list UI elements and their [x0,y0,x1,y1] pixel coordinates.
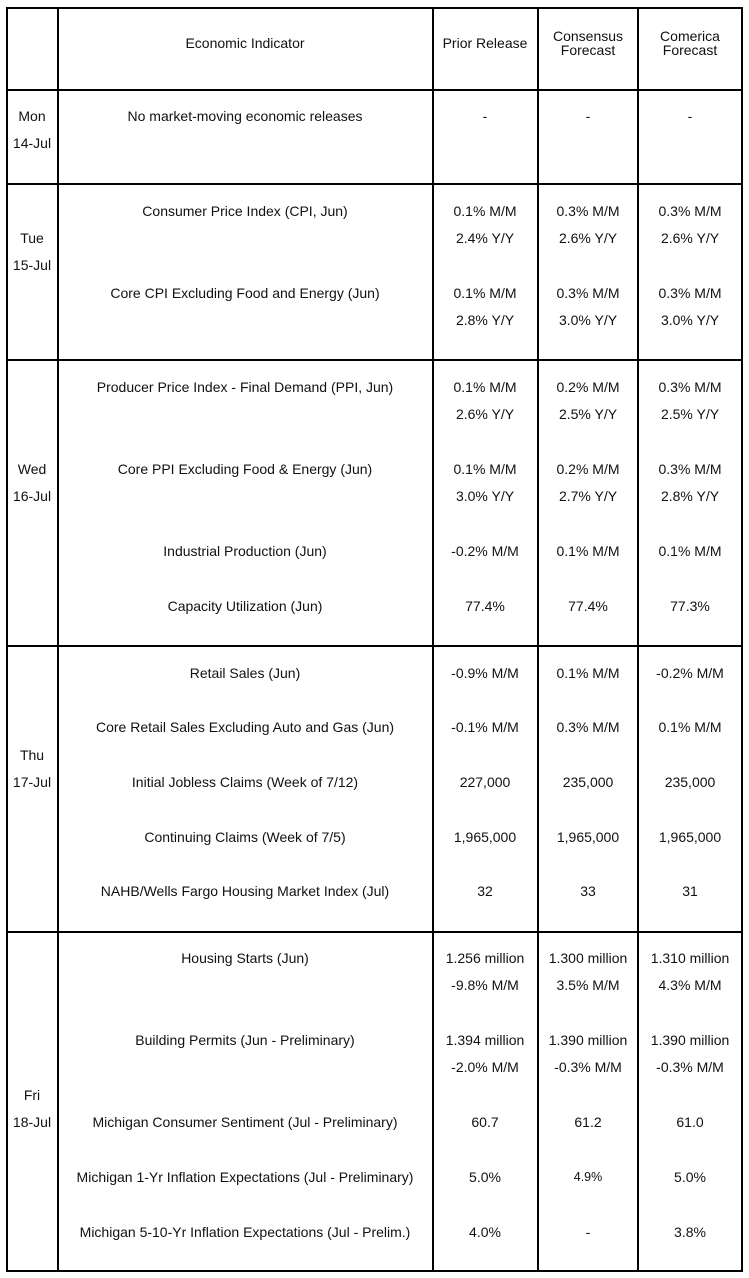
prior-value: 1.394 million [445,1032,525,1048]
comerica-value: 2.8% Y/Y [660,488,720,504]
comerica-value: -0.2% M/M [656,665,724,681]
prior-value: -0.1% M/M [451,719,519,735]
comerica-value: 2.6% Y/Y [660,230,720,246]
prior-value: 4.0% [469,1224,501,1240]
consensus-value: 77.4% [568,598,608,614]
indicator-name: Michigan 5-10-Yr Inflation Expectations (Jul - Prelim.) [79,1224,411,1240]
comerica-value: 235,000 [664,774,716,790]
prior-value: -0.9% M/M [451,665,519,681]
prior-value: 0.1% M/M [453,203,517,219]
indicator-name: Initial Jobless Claims (Week of 7/12) [131,774,359,790]
consensus-value: 1.300 million [548,950,628,966]
consensus-value: 0.1% M/M [556,665,620,681]
indicator-name: Consumer Price Index (CPI, Jun) [142,203,348,219]
prior-value: 1,965,000 [453,829,517,845]
prior-value: -9.8% M/M [451,977,519,993]
comerica-value: 0.1% M/M [658,543,722,559]
comerica-value: 0.3% M/M [658,461,722,477]
comerica-value: 3.0% Y/Y [660,312,720,328]
comerica-value: 77.3% [670,598,710,614]
consensus-value: 4.9% [573,1170,603,1184]
indicator-name: Capacity Utilization (Jun) [167,598,323,614]
indicator-name: Housing Starts (Jun) [181,950,309,966]
table-border-right [741,7,743,1272]
comerica-value: 1,965,000 [658,829,722,845]
column-divider [637,7,639,1272]
comerica-value: 0.1% M/M [658,719,722,735]
prior-value: 2.8% Y/Y [455,312,515,328]
day-divider [6,645,743,647]
indicator-name: Michigan 1-Yr Inflation Expectations (Jul - Preliminary) [76,1169,414,1185]
day-name: Thu [19,747,45,763]
comerica-value: 3.8% [674,1224,706,1240]
day-date: 14-Jul [12,135,52,151]
consensus-value: 0.3% M/M [556,285,620,301]
column-divider [57,7,59,1272]
indicator-name: No market-moving economic releases [127,108,363,124]
indicator-name: Michigan Consumer Sentiment (Jul - Preliminary) [92,1114,398,1130]
prior-value: 5.0% [469,1169,501,1185]
table-border-top [6,7,743,9]
indicator-name: Core Retail Sales Excluding Auto and Gas (Jun) [95,719,395,735]
header-divider [6,89,743,91]
consensus-value: 2.7% Y/Y [558,488,618,504]
day-divider [6,931,743,933]
consensus-value: 0.3% M/M [556,203,620,219]
indicator-name: Retail Sales (Jun) [189,665,301,681]
prior-value: -0.2% M/M [451,543,519,559]
column-divider [432,7,434,1272]
prior-value: 1.256 million [445,950,525,966]
prior-value: -2.0% M/M [451,1059,519,1075]
prior-value: 60.7 [471,1114,499,1130]
prior-value: 3.0% Y/Y [455,488,515,504]
column-divider [537,7,539,1272]
consensus-value: 2.5% Y/Y [558,406,618,422]
prior-value: 0.1% M/M [453,285,517,301]
comerica-value: 1.390 million [650,1032,730,1048]
prior-value: 2.6% Y/Y [455,406,515,422]
header-comerica-line2: Forecast [662,42,718,58]
comerica-value: - [687,108,693,124]
consensus-value: 1,965,000 [556,829,620,845]
consensus-value: -0.3% M/M [554,1059,622,1075]
indicator-name: Core PPI Excluding Food & Energy (Jun) [117,461,373,477]
consensus-value: 0.2% M/M [556,379,620,395]
day-name: Fri [23,1087,41,1103]
prior-value: 0.1% M/M [453,379,517,395]
consensus-value: 235,000 [562,774,614,790]
header-comerica-line1: Comerica [660,28,720,44]
consensus-value: 0.3% M/M [556,719,620,735]
comerica-value: 0.3% M/M [658,379,722,395]
header-consensus-line1: Consensus [552,28,624,44]
table-border-bottom [6,1270,743,1272]
comerica-value: 0.3% M/M [658,285,722,301]
day-date: 16-Jul [12,488,52,504]
consensus-value: 33 [580,883,596,899]
indicator-name: Industrial Production (Jun) [163,543,327,559]
consensus-value: 0.1% M/M [556,543,620,559]
consensus-value: 3.0% Y/Y [558,312,618,328]
comerica-value: 61.0 [676,1114,704,1130]
indicator-name: Core CPI Excluding Food and Energy (Jun) [110,285,380,301]
prior-value: 2.4% Y/Y [455,230,515,246]
consensus-value: 61.2 [574,1114,602,1130]
header-prior-release: Prior Release [442,35,528,51]
day-name: Wed [17,461,47,477]
day-date: 17-Jul [12,774,52,790]
day-divider [6,359,743,361]
day-date: 18-Jul [12,1114,52,1130]
consensus-value: 3.5% M/M [556,977,620,993]
indicator-name: Continuing Claims (Week of 7/5) [144,829,346,845]
indicator-name: Producer Price Index - Final Demand (PPI, Jun) [96,379,394,395]
prior-value: 32 [477,883,493,899]
header-consensus-line2: Forecast [560,42,616,58]
header-indicator: Economic Indicator [185,35,305,51]
indicator-name: Building Permits (Jun - Preliminary) [135,1032,355,1048]
comerica-value: 31 [682,883,698,899]
consensus-value: 2.6% Y/Y [558,230,618,246]
day-name: Mon [18,108,46,124]
prior-value: 0.1% M/M [453,461,517,477]
comerica-value: 5.0% [674,1169,706,1185]
day-divider [6,183,743,185]
indicator-name: NAHB/Wells Fargo Housing Market Index (Jul) [100,883,390,899]
comerica-value: 4.3% M/M [658,977,722,993]
comerica-value: 0.3% M/M [658,203,722,219]
day-date: 15-Jul [12,257,52,273]
prior-value: 77.4% [465,598,505,614]
consensus-value: 0.2% M/M [556,461,620,477]
comerica-value: 2.5% Y/Y [660,406,720,422]
day-name: Tue [20,230,44,246]
consensus-value: - [585,1224,591,1240]
comerica-value: 1.310 million [650,950,730,966]
consensus-value: - [585,108,591,124]
prior-value: - [482,108,488,124]
table-border-left [6,7,8,1272]
consensus-value: 1.390 million [548,1032,628,1048]
comerica-value: -0.3% M/M [656,1059,724,1075]
prior-value: 227,000 [459,774,511,790]
